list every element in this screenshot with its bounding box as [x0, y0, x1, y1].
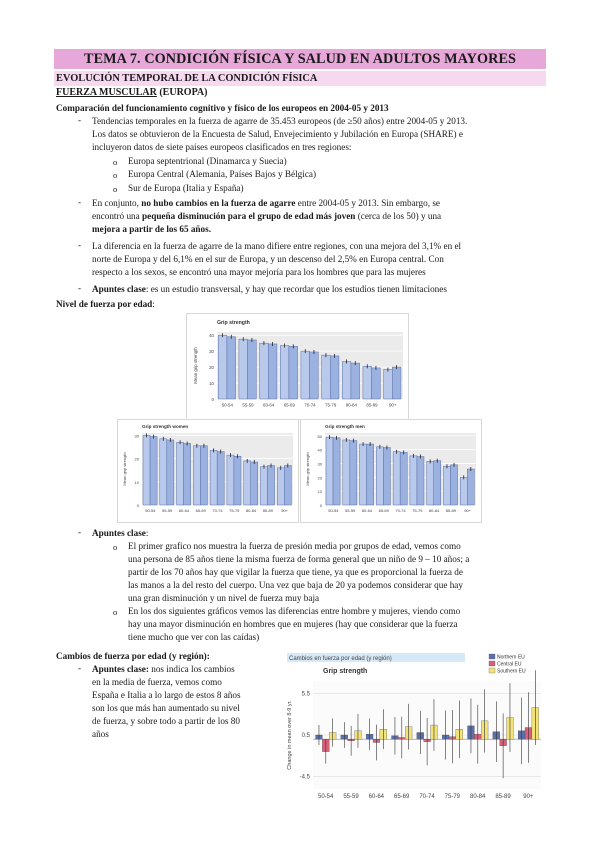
bar: [351, 363, 360, 399]
x-tick-label: 60-64: [263, 402, 275, 408]
bar: [239, 339, 248, 399]
x-tick-label: 70-74: [395, 508, 406, 513]
dash-marker: -: [78, 240, 82, 250]
apuntes-item1-line4: las manos a la del resto del cuerpo. Una vez que baja de 20 ya podemos considerar que hay: [128, 580, 463, 590]
apuntes-item2-line1: En los dos siguientes gráficos vemos las diferencias entre hombre y mujeres, viendo como: [128, 606, 461, 616]
section-heading: EVOLUCIÓN TEMPORAL DE LA CONDICIÓN FÍSICA: [54, 71, 546, 86]
bar: [384, 369, 393, 399]
chart-change-by-region: [283, 651, 546, 803]
x-tick-label: 80-84: [428, 508, 440, 513]
y-tick-label: 0: [211, 397, 214, 402]
study-title: Comparación del funcionamiento cognitivo y físico de los europeos en 2004-05 y 2013: [56, 103, 389, 113]
grip-strength-women-svg: [118, 420, 298, 522]
x-tick-label: 75-79: [412, 508, 423, 513]
y-axis-label: Mean grip strength: [193, 347, 198, 384]
bar: [260, 467, 267, 505]
bar: [410, 456, 417, 505]
cambios-line4: son los que más han aumentado su nivel: [92, 703, 240, 713]
apuntes-heading: Apuntes clase:: [92, 528, 149, 538]
cambios-heading: Cambios de fuerza por edad (y región):: [56, 651, 210, 661]
x-tick-label: 80-84: [345, 402, 357, 408]
x-tick-label: 90+: [523, 794, 534, 800]
x-tick-label: 55-59: [242, 402, 254, 408]
bar: [330, 356, 339, 399]
x-tick-label: 50-54: [221, 402, 233, 408]
bar: [322, 355, 331, 399]
bar: [227, 455, 234, 505]
grip-strength-svg: [187, 314, 408, 419]
apuntes-item1-line3: partir de los 70 años hay que vigilar la fuerza que tiene, ya que es proporcional la fuerza de: [128, 567, 463, 577]
region-item: Europa septentrional (Dinamarca y Suecia): [128, 156, 287, 166]
subsection-heading: [56, 87, 207, 99]
x-tick-label: 75-79: [444, 794, 461, 800]
cambios-line6: años: [92, 729, 109, 739]
y-tick-label: 5.5: [301, 691, 310, 698]
y-tick-label: 40: [317, 447, 322, 453]
bar: [460, 477, 467, 505]
y-tick-label: 40: [209, 333, 214, 339]
chart-title: Grip strength: [323, 668, 368, 675]
x-tick-label: 80-84: [245, 508, 257, 513]
x-tick-label: 50-54: [145, 508, 156, 513]
bar: [301, 351, 310, 399]
chart-title: Grip strength: [217, 320, 250, 326]
bar: [400, 452, 407, 505]
legend-swatch: [489, 661, 495, 666]
bar: [217, 452, 224, 505]
bar: [218, 335, 227, 399]
x-tick-label: 65-69: [195, 508, 206, 513]
y-tick-label: 30: [317, 461, 322, 467]
bar: [244, 461, 251, 505]
x-tick-label: 85-89: [262, 508, 273, 513]
bar: [310, 352, 319, 399]
bar: [160, 439, 167, 505]
y-tick-label: 30: [134, 433, 139, 439]
subsection-underlined: FUERZA MUSCULAR: [56, 87, 157, 98]
legend-label: Southern EU: [497, 668, 526, 675]
chart-grip-strength-men: [300, 419, 482, 523]
bar: [326, 437, 333, 505]
bullet2-line1: En conjunto, no hubo cambios en la fuerza de agarre entre 2004-05 y 2013. Sin embargo, se: [92, 198, 440, 208]
legend-swatch: [489, 668, 495, 673]
bullet1-line1: Tendencias temporales en la fuerza de agarre de 35.453 europeos (de ≥50 años) entre 2004-05 y 2013.: [92, 116, 468, 126]
region-item: Europa Central (Alemania, Países Bajos y Bélgica): [128, 169, 317, 179]
x-tick-label: 70-74: [212, 508, 223, 513]
y-tick-label: 10: [209, 381, 214, 387]
bar: [350, 441, 357, 505]
y-tick-label: 10: [317, 489, 322, 495]
y-tick-label: 10: [134, 479, 139, 485]
bar: [427, 461, 434, 505]
bar: [143, 435, 150, 505]
bar: [372, 368, 381, 399]
x-tick-label: 50-54: [328, 508, 339, 513]
x-tick-label: 50-54: [317, 794, 334, 800]
change-by-region-svg: [283, 651, 546, 803]
legend-label: Central EU: [497, 661, 522, 668]
circle-marker: o: [113, 542, 118, 552]
bar: [284, 466, 291, 505]
y-axis-label: Mean grip strength: [305, 452, 310, 486]
dash-marker: -: [78, 663, 82, 673]
x-tick-label: 75-79: [229, 508, 240, 513]
subsection-rest: (EUROPA): [156, 87, 208, 98]
x-tick-label: 65-69: [283, 402, 295, 408]
apuntes-item1-line1: El primer grafico nos muestra la fuerza de presión media por grupos de edad, vemos como: [128, 541, 461, 551]
bar: [417, 457, 424, 505]
bar: [277, 468, 284, 505]
bar: [267, 466, 274, 505]
x-tick-label: 65-69: [393, 794, 410, 800]
bar: [184, 443, 191, 505]
legend-swatch: [489, 654, 495, 659]
circle-marker: o: [113, 607, 118, 617]
x-tick-label: 90+: [388, 402, 397, 408]
bar: [367, 444, 374, 505]
bar: [360, 444, 367, 505]
y-tick-label: -4.5: [299, 774, 310, 781]
y-axis-label: Mean grip strength: [122, 452, 127, 486]
cambios-line2: en la media de fuerza, vemos como: [92, 677, 222, 687]
x-tick-label: 55-59: [162, 508, 173, 513]
page-title: TEMA 7. CONDICIÓN FÍSICA Y SALUD EN ADULTOS MAYORES: [54, 49, 546, 69]
dash-marker: -: [78, 283, 82, 293]
x-tick-label: 60-64: [361, 508, 373, 513]
apuntes-item1-line2: una persona de 85 años tiene la misma fuerza de forma general que un niño de 9 – 10 años; a: [128, 554, 470, 564]
bar: [393, 452, 400, 505]
bar: [251, 462, 258, 505]
x-tick-label: 60-64: [368, 794, 385, 800]
y-tick-label: 0: [136, 503, 139, 508]
x-tick-label: 70-74: [419, 794, 435, 800]
x-tick-label: 90+: [464, 508, 472, 513]
bar: [280, 346, 289, 399]
circle-marker: o: [113, 184, 118, 194]
y-axis-label: Change in mean over 8-9 yr.: [287, 700, 293, 770]
x-tick-label: 70-74: [304, 402, 316, 408]
bullet1-line2: Los datos se obtuvieron de la Encuesta de Salud, Envejecimiento y Jubilación en Europa (SHARE) e: [92, 129, 463, 139]
bar: [210, 450, 217, 505]
y-tick-label: 0.5: [301, 733, 310, 739]
bar: [467, 469, 474, 505]
cambios-line1: Apuntes clase: nos indica los cambios: [92, 664, 235, 674]
nivel-heading: Nivel de fuerza por edad:: [56, 299, 155, 309]
bar: [193, 446, 200, 505]
y-tick-label: 0: [319, 503, 322, 508]
legend-label: Northern EU: [497, 654, 525, 661]
chart-title: Grip strength men: [325, 424, 365, 429]
bar: [234, 456, 241, 505]
apuntes-item1-line5: una gran disminución y un nivel de fuerza muy baja: [128, 593, 320, 603]
bar: [177, 442, 184, 505]
x-tick-label: 60-64: [178, 508, 190, 513]
bar: [268, 344, 277, 399]
x-tick-label: 85-89: [495, 794, 511, 800]
chart-grip-strength: [186, 313, 409, 420]
bullet2-line2: encontró una pequeña disminución para el grupo de edad más joven (cerca de los 50) y una: [92, 211, 442, 221]
x-tick-label: 75-79: [325, 402, 337, 408]
x-tick-label: 55-59: [343, 794, 359, 800]
bar: [260, 343, 269, 399]
bullet3-line2: norte de Europa y del 6,1% en el sur de Europa, y un descenso del 2,5% en Europa central. Con: [92, 254, 444, 264]
apuntes-item2-line2: hay una mayor disminución en hombres que en mujeres (hay que considerar que la fuerza: [128, 619, 458, 629]
bar: [289, 346, 298, 399]
bar: [227, 337, 236, 399]
bar: [443, 466, 450, 505]
x-tick-label: 65-69: [378, 508, 389, 513]
cambios-line3: España e Italia a lo largo de estos 8 años: [92, 690, 241, 700]
chart-caption: Cambios en fuerza por edad (y región): [289, 656, 392, 662]
y-tick-label: 20: [134, 456, 139, 462]
bullet3-line3: respecto a los sexos, se encontró una mayor mejoría para los hombres que para las mujeres: [92, 267, 426, 277]
bullet1-line3: incluyeron datos de siete países europeos clasificados en tres regiones:: [92, 142, 352, 152]
region-item: Sur de Europa (Italia y España): [128, 183, 244, 193]
circle-marker: o: [113, 157, 118, 167]
chart-title: Grip strength women: [142, 424, 189, 429]
x-tick-label: 80-84: [469, 794, 486, 800]
y-tick-label: 20: [317, 475, 322, 481]
bar: [200, 446, 207, 505]
bar: [383, 448, 390, 505]
x-tick-label: 55-59: [345, 508, 356, 513]
dash-marker: -: [78, 197, 82, 207]
y-tick-label: 20: [209, 365, 214, 371]
bar: [434, 461, 441, 505]
bullet2-line3: mejora a partir de los 65 años.: [92, 224, 212, 234]
x-tick-label: 90+: [281, 508, 289, 513]
bar: [150, 436, 157, 505]
cambios-line5: de fuerza, y sobre todo a partir de los 80: [92, 716, 240, 726]
bar: [343, 440, 350, 505]
chart-grip-strength-women: [117, 419, 299, 523]
dash-marker: -: [78, 115, 82, 125]
dash-marker: -: [78, 527, 82, 537]
x-tick-label: 85-89: [445, 508, 456, 513]
bullet3-line1: La diferencia en la fuerza de agarre de la mano difiere entre regiones, con una mejora del 3,1% en el: [92, 241, 462, 251]
bar: [333, 438, 340, 505]
bar: [392, 367, 401, 399]
bullet4: Apuntes clase: es un estudio transversal, y hay que recordar que los estudios tienen limitaciones: [92, 284, 447, 294]
circle-marker: o: [113, 170, 118, 180]
y-tick-label: 30: [209, 349, 214, 355]
bar: [167, 440, 174, 505]
bar: [342, 362, 351, 399]
bar: [376, 447, 383, 505]
x-tick-label: 85-89: [366, 402, 378, 408]
y-tick-label: 50: [317, 433, 322, 439]
bar: [363, 366, 372, 399]
bar: [450, 465, 457, 505]
bar: [248, 340, 257, 399]
apuntes-item2-line3: tiene mucho que ver con las caídas): [128, 632, 260, 642]
grip-strength-men-svg: [301, 420, 481, 522]
